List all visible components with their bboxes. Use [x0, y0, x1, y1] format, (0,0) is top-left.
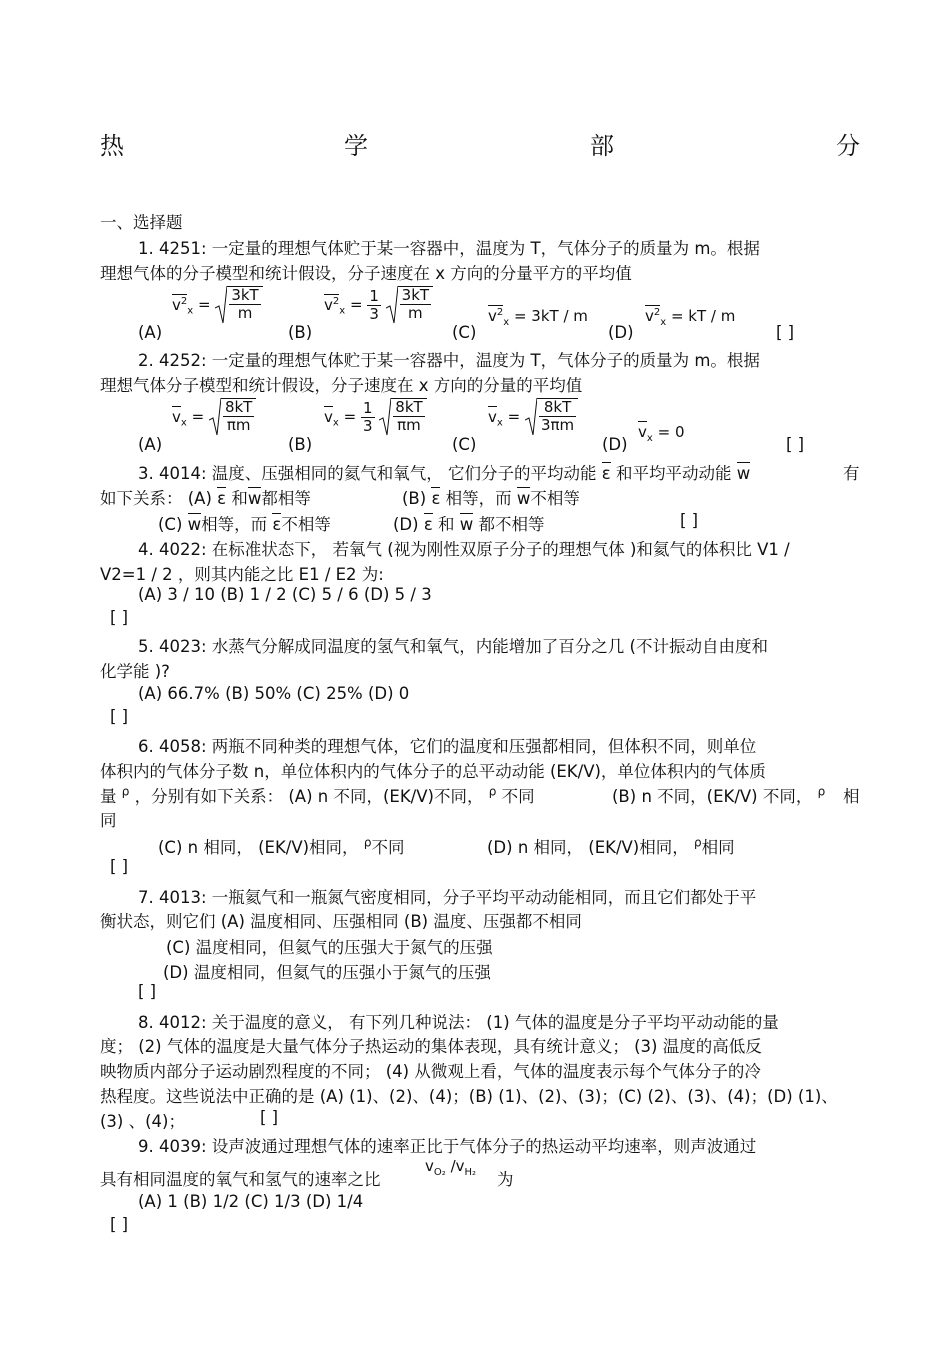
text: (D) n 相同， (EK/V)相同，	[487, 838, 689, 857]
q1-option-a-formula	[172, 286, 263, 324]
w-symbol: w	[516, 489, 531, 508]
text: (D)	[393, 515, 419, 534]
q4-line1: 4. 4022: 在标准状态下， 若氧气 (视为刚性双原子分子的理想气体 )和氦气的体积比 V1 /	[138, 540, 790, 559]
epsilon-symbol: ε	[601, 464, 611, 483]
text: ，分别有如下关系： (A) n 不同，(EK/V)不同，	[134, 787, 484, 806]
sqrt	[379, 398, 426, 436]
q6-line3-end: 相	[843, 787, 860, 806]
v-symbol: v	[488, 307, 497, 325]
sup: 2	[332, 295, 340, 307]
rho-symbol: ρ	[363, 835, 372, 850]
q3-line1-end: 有	[843, 464, 860, 483]
rhs: 0	[674, 423, 685, 441]
text: (C)	[158, 515, 183, 534]
q8-line2: 度； (2) 气体的温度是大量气体分子热运动的集体表现，具有统计意义； (3) 温度的高低反	[100, 1037, 762, 1056]
v-symbol: v	[455, 1157, 465, 1175]
q5-line2: 化学能 )?	[100, 662, 170, 681]
q2-option-c-formula	[488, 398, 578, 436]
q1-line1: 1. 4251: 一定量的理想气体贮于某一容器中，温度为 T，气体分子的质量为 m。根据	[138, 239, 760, 258]
den: m	[237, 303, 253, 322]
sub: x	[332, 417, 339, 429]
radical-icon	[209, 398, 221, 436]
q2-option-b-label: (B)	[288, 435, 313, 454]
w-symbol: w	[736, 464, 751, 483]
q9-line2	[100, 1166, 381, 1190]
text: 不相等	[281, 515, 331, 534]
q1-option-b-label: (B)	[288, 323, 313, 342]
section-heading: 一、选择题	[100, 213, 183, 232]
q6-line1: 6. 4058: 两瓶不同种类的理想气体，它们的温度和压强都相同，但体积不同，则单位	[138, 737, 757, 756]
q9-options: (A) 1 (B) 1/2 (C) 1/3 (D) 1/4	[138, 1192, 364, 1211]
q6-line4: 同	[100, 811, 117, 830]
text: (B)	[402, 489, 427, 508]
q5-answer-bracket[interactable]: [ ]	[110, 707, 129, 726]
title-char-1: 热	[100, 132, 124, 160]
sub: x	[503, 317, 510, 328]
sup: 2	[496, 307, 504, 318]
den: πm	[397, 415, 421, 434]
text: 和平均平动动能	[615, 464, 732, 483]
text: (B) n 不同，(EK/V) 不同，	[612, 787, 813, 806]
text: 都相等	[261, 489, 311, 508]
sqrt	[525, 398, 578, 436]
q5-line1: 5. 4023: 水蒸气分解成同温度的氢气和氧气，内能增加了百分之几 (不计振动自由度和	[138, 637, 768, 656]
v-symbol: v	[324, 407, 333, 426]
q7-line3: (C) 温度相同，但氦气的压强大于氮气的压强	[166, 938, 493, 957]
q4-line2: V2=1 / 2 ，则其内能之比 E1 / E2 为:	[100, 565, 384, 584]
rho-symbol: ρ	[817, 784, 826, 799]
sub: x	[496, 417, 503, 429]
num: 3kT	[231, 286, 259, 304]
num: 8kT	[395, 398, 423, 416]
q1-option-a-label: (A)	[138, 323, 163, 342]
w-symbol: w	[247, 489, 262, 508]
q2-option-d-label: (D)	[602, 435, 628, 454]
sub: O₂	[433, 1167, 446, 1178]
den: πm	[226, 415, 251, 434]
rho-symbol: ρ	[121, 784, 130, 799]
text: 和	[438, 515, 455, 534]
sup: 2	[653, 307, 661, 318]
radical-icon	[386, 286, 398, 324]
sub: x	[339, 305, 346, 317]
text: 不同	[371, 838, 405, 857]
text: 3. 4014: 温度、压强相同的氦气和氧气， 它们分子的平均动能	[138, 464, 597, 483]
num: 1	[369, 287, 379, 305]
text: 不同	[501, 787, 535, 806]
radical-icon	[379, 398, 391, 436]
v-symbol: v	[638, 423, 647, 441]
equals: =	[343, 407, 357, 426]
q1-option-c-formula	[488, 307, 588, 328]
num: 8kT	[224, 398, 253, 416]
q2-option-a-formula	[172, 398, 256, 436]
text: 相等，而	[201, 515, 268, 534]
sub: x	[646, 433, 653, 444]
den: 3	[369, 304, 379, 323]
sub: H₂	[464, 1167, 477, 1178]
w-symbol: w	[459, 515, 474, 534]
text: 具有相同温度的氧气和氢气的速率之比	[100, 1170, 381, 1189]
q3-line2	[100, 485, 311, 509]
q8-line4: 热程度。这些说法中正确的是 (A) (1)、(2)、(4)；(B) (1)、(2)、(3)；(C) (2)、(3)、(4)；(D) (1)、	[100, 1087, 838, 1106]
equals: =	[507, 407, 521, 426]
radical-icon	[215, 286, 227, 324]
q9-line2-end: 为	[497, 1170, 514, 1189]
rhs: = kT / m	[670, 307, 736, 325]
q2-option-b-formula	[324, 398, 427, 436]
q4-answer-bracket[interactable]: [ ]	[110, 608, 129, 627]
q1-line2: 理想气体的分子模型和统计假设，分子速度在 x 方向的分量平方的平均值	[100, 264, 632, 283]
q1-option-c-label: (C)	[452, 323, 477, 342]
equals: =	[191, 407, 205, 426]
q8-line3: 映物质内部分子运动剧烈程度的不同； (4) 从微观上看，气体的温度表示每个气体分子的冷	[100, 1062, 761, 1081]
title-char-4: 分	[836, 132, 860, 160]
radical-icon	[525, 398, 537, 436]
q9-ratio-formula	[425, 1157, 476, 1178]
v-symbol: v	[324, 295, 333, 314]
sub: x	[660, 317, 667, 328]
v-symbol: v	[425, 1157, 434, 1175]
q3-line2-b	[402, 485, 580, 509]
title-char-3: 部	[590, 132, 614, 160]
equals: =	[349, 295, 363, 314]
q7-line4: (D) 温度相同，但氦气的压强小于氮气的压强	[163, 963, 491, 982]
text: (C) n 相同， (EK/V)相同，	[158, 838, 359, 857]
q3-line3-b	[393, 511, 545, 535]
q8-answer-bracket[interactable]: [ ]	[260, 1108, 279, 1127]
sqrt	[215, 286, 262, 324]
q3-answer-bracket[interactable]: [ ]	[680, 511, 699, 530]
q1-answer-bracket[interactable]: [ ]	[776, 323, 795, 342]
q1-option-d-formula	[645, 307, 735, 328]
q8-line5: (3) 、(4)；	[100, 1112, 185, 1131]
q8-line1: 8. 4012: 关于温度的意义， 有下列几种说法： (1) 气体的温度是分子平均平动动能的量	[138, 1013, 779, 1032]
q6-answer-bracket[interactable]: [ ]	[110, 857, 129, 876]
q7-line1: 7. 4013: 一瓶氦气和一瓶氮气密度相同，分子平均平动动能相同，而且它们都处于平	[138, 888, 757, 907]
q9-answer-bracket[interactable]: [ ]	[110, 1215, 129, 1234]
q5-options: (A) 66.7% (B) 50% (C) 25% (D) 0	[138, 684, 410, 703]
w-symbol: w	[187, 515, 202, 534]
q2-line1: 2. 4252: 一定量的理想气体贮于某一容器中，温度为 T，气体分子的质量为 m。根据	[138, 351, 760, 370]
epsilon-symbol: ε	[272, 515, 282, 534]
sub: x	[180, 417, 187, 429]
text: 相同	[701, 838, 735, 857]
text: 不相等	[530, 489, 580, 508]
sub: x	[187, 305, 194, 317]
q6-line5	[158, 834, 404, 858]
equals: =	[657, 423, 671, 441]
q6-line5-b	[487, 834, 735, 858]
q7-line2: 衡状态，则它们 (A) 温度相同、压强相同 (B) 温度、压强都不相同	[100, 912, 582, 931]
den: 3πm	[540, 415, 575, 434]
num: 8kT	[539, 399, 576, 417]
q2-line2: 理想气体分子模型和统计假设，分子速度在 x 方向的分量的平均值	[100, 376, 583, 395]
rhs: = 3kT / m	[513, 307, 588, 325]
v-symbol: v	[645, 307, 654, 325]
epsilon-symbol: ε	[423, 515, 433, 534]
sup: 2	[180, 295, 188, 307]
den: 3	[362, 416, 373, 435]
q1-option-d-label: (D)	[608, 323, 634, 342]
q2-option-a-label: (A)	[138, 435, 163, 454]
q6-line3	[100, 783, 535, 807]
rho-symbol: ρ	[694, 835, 702, 850]
sqrt	[386, 286, 433, 324]
num: 3kT	[401, 286, 430, 304]
q9-line1: 9. 4039: 设声波通过理想气体的速率正比于气体分子的热运动平均速率，则声波通过	[138, 1137, 757, 1156]
q6-line2: 体积内的气体分子数 n，单位体积内的气体分子的总平动动能 (EK/V)，单位体积内的气体质	[100, 762, 766, 781]
epsilon-symbol: ε	[217, 489, 227, 508]
equals: =	[197, 295, 211, 314]
q2-option-d-formula	[638, 423, 685, 444]
q2-answer-bracket[interactable]: [ ]	[786, 435, 805, 454]
q1-option-b-formula	[324, 286, 433, 324]
v-symbol: v	[488, 407, 497, 426]
q2-option-c-label: (C)	[452, 435, 477, 454]
text: 如下关系： (A)	[100, 489, 212, 508]
q4-options: (A) 3 / 10 (B) 1 / 2 (C) 5 / 6 (D) 5 / 3	[138, 585, 432, 604]
slash: /	[450, 1157, 456, 1175]
q6-line3-b	[612, 783, 825, 807]
title-char-2: 学	[344, 132, 368, 160]
q7-answer-bracket[interactable]: [ ]	[138, 982, 157, 1001]
den: m	[408, 303, 423, 322]
sqrt	[209, 398, 256, 436]
text: 都不相等	[478, 515, 545, 534]
text: 相等，而	[445, 489, 512, 508]
text: 和	[231, 489, 248, 508]
rho-symbol: ρ	[488, 784, 497, 799]
q3-line1	[138, 460, 750, 484]
text: 量	[100, 787, 117, 806]
v-symbol: v	[172, 407, 181, 426]
num: 1	[362, 399, 373, 417]
epsilon-symbol: ε	[431, 489, 441, 508]
q3-line3	[158, 511, 331, 535]
v-symbol: v	[172, 295, 181, 314]
